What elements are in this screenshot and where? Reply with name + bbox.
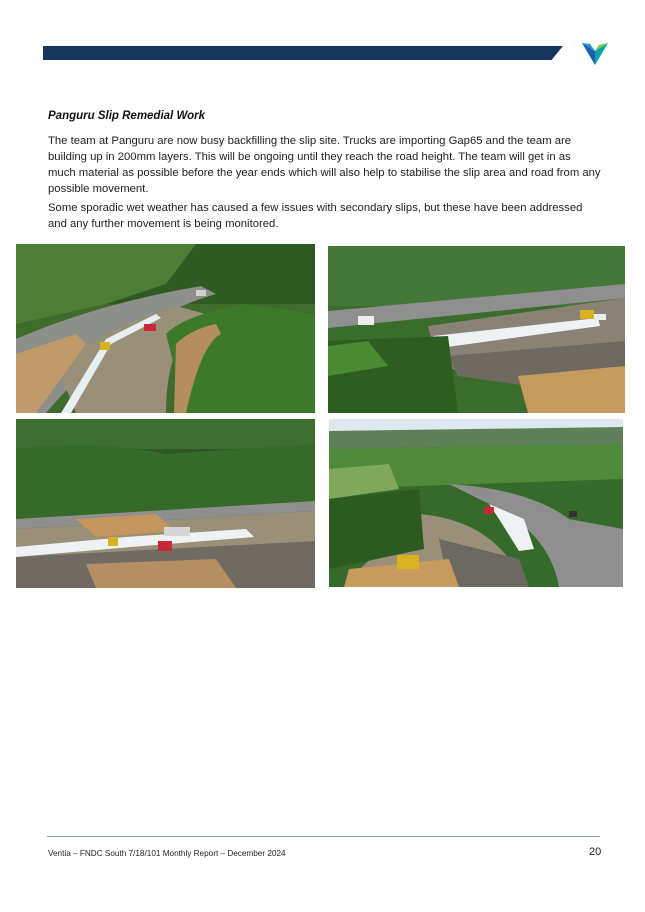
site-photo-4 (329, 419, 623, 587)
ventia-logo-icon (582, 41, 608, 65)
site-photo-1 (16, 244, 315, 413)
page-number: 20 (589, 846, 602, 858)
paragraph-wet-weather: Some sporadic wet weather has caused a few issues with secondary slips, but these have been addressed and any further movement is being monitored. (48, 202, 583, 230)
header-bar (43, 46, 563, 60)
paragraph-backfilling: The team at Panguru are now busy backfilling the slip site. Trucks are importing Gap65 and the team are building up in 200mm layers. This will be ongoing until they reach the road height. The team will get in as much material as possible before the year ends which will also help to stabilise the slip area and road from any possible movement. (48, 135, 601, 195)
footer-rule (47, 836, 600, 837)
section-heading: Panguru Slip Remedial Work (48, 110, 205, 122)
site-photo-2 (328, 246, 625, 413)
footer-text: Ventia – FNDC South 7/18/101 Monthly Report – December 2024 (48, 849, 286, 858)
site-photo-3 (16, 419, 315, 588)
